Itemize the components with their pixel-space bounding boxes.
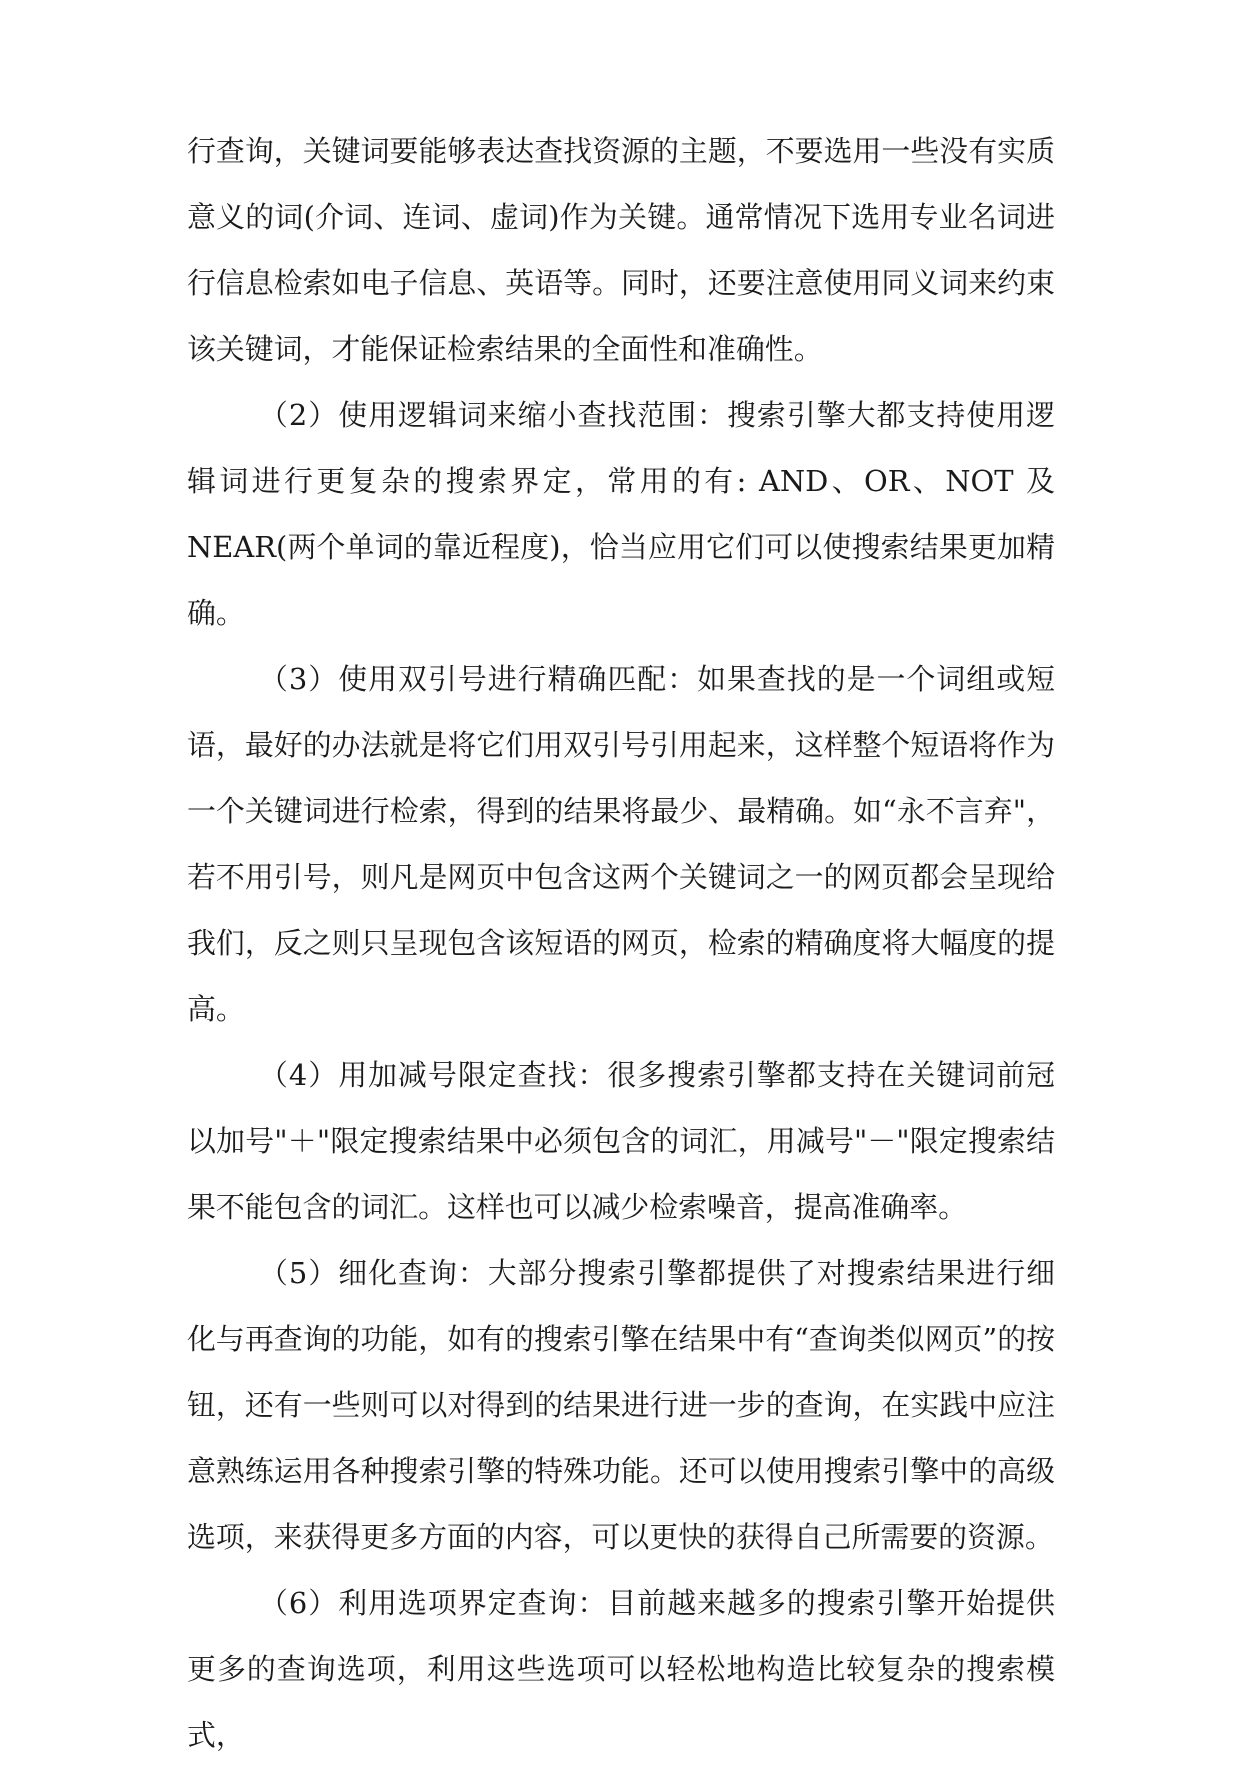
paragraph-logic-words: （2）使用逻辑词来缩小查找范围：搜索引擎大都支持使用逻辑词进行更复杂的搜索界定，常用的有: AND、OR、NOT 及 NEAR(两个单词的靠近程度)，恰当应用它们可以使搜索结果更加精确。 (187, 398, 1055, 630)
paragraph-options-query: （6）利用选项界定查询：目前越来越多的搜索引擎开始提供更多的查询选项，利用这些选项可以轻松地构造比较复杂的搜索模式， (187, 1586, 1055, 1752)
paragraph-double-quotes: （3）使用双引号进行精确匹配：如果查找的是一个词组或短语，最好的办法就是将它们用双引号引用起来，这样整个短语将作为一个关键词进行检索，得到的结果将最少、最精确。如“永不言弃"，若不用引号，则凡是网页中包含这两个关键词之一的网页都会呈现给我们，反之则只呈现包含该短语的网页，检索的精确度将大幅度的提高。 (187, 662, 1055, 1026)
paragraph-refine-query: （5）细化查询：大部分搜索引擎都提供了对搜索结果进行细化与再查询的功能，如有的搜索引擎在结果中有“查询类似网页”的按钮，还有一些则可以对得到的结果进行进一步的查询，在实践中应注意熟练运用各种搜索引擎的特殊功能。还可以使用搜索引擎中的高级选项，来获得更多方面的内容，可以更快的获得自己所需要的资源。 (187, 1256, 1055, 1554)
document-page (187, 118, 1055, 1768)
paragraph-plus-minus: （4）用加减号限定查找：很多搜索引擎都支持在关键词前冠以加号"＋"限定搜索结果中必须包含的词汇，用减号"－"限定搜索结果不能包含的词汇。这样也可以减少检索噪音，提高准确率。 (187, 1058, 1055, 1224)
paragraph-continuation: 行查询，关键词要能够表达查找资源的主题，不要选用一些没有实质意义的词(介词、连词、虚词)作为关键。通常情况下选用专业名词进行信息检索如电子信息、英语等。同时，还要注意使用同义词来约束该关键词，才能保证检索结果的全面性和准确性。 (187, 134, 1055, 366)
